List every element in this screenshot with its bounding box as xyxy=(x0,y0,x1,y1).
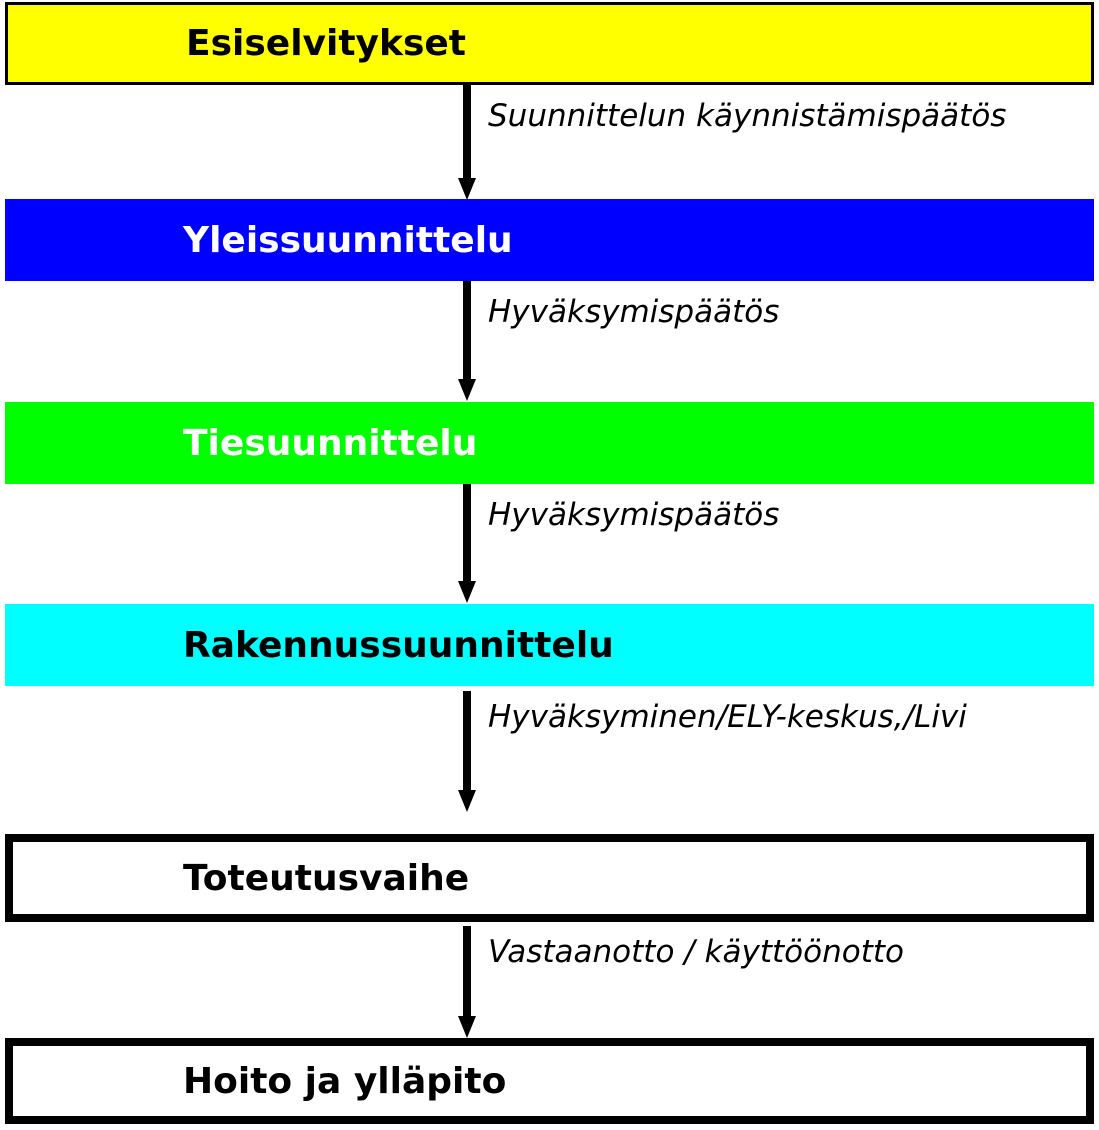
stage-label: Yleissuunnittelu xyxy=(183,219,513,261)
stage-yleissuunnittelu xyxy=(5,199,1094,281)
stage-tiesuunnittelu xyxy=(5,402,1094,484)
stage-hoito-ja-yllapito xyxy=(5,1038,1094,1124)
stage-esiselvitykset xyxy=(5,2,1094,85)
arrow-2 xyxy=(458,281,476,401)
arrow-5 xyxy=(458,926,476,1038)
decision-label-4: Hyväksyminen/ELY-keskus,/Livi xyxy=(488,699,967,735)
arrow-4 xyxy=(458,691,476,812)
stage-label: Hoito ja ylläpito xyxy=(183,1060,507,1102)
decision-label-1: Suunnittelun käynnistämispäätös xyxy=(488,98,1007,134)
decision-label-5: Vastaanotto / käyttöönotto xyxy=(488,934,904,970)
stage-label: Toteutusvaihe xyxy=(183,857,470,899)
stage-toteutusvaihe xyxy=(5,834,1094,922)
decision-label-3: Hyväksymispäätös xyxy=(488,497,780,533)
arrow-1 xyxy=(458,85,476,200)
stage-label: Rakennussuunnittelu xyxy=(183,624,614,666)
stage-label: Tiesuunnittelu xyxy=(183,422,478,464)
arrow-3 xyxy=(458,484,476,603)
stage-label: Esiselvitykset xyxy=(186,23,467,64)
stage-rakennussuunnittelu xyxy=(5,604,1094,686)
decision-label-2: Hyväksymispäätös xyxy=(488,294,780,330)
